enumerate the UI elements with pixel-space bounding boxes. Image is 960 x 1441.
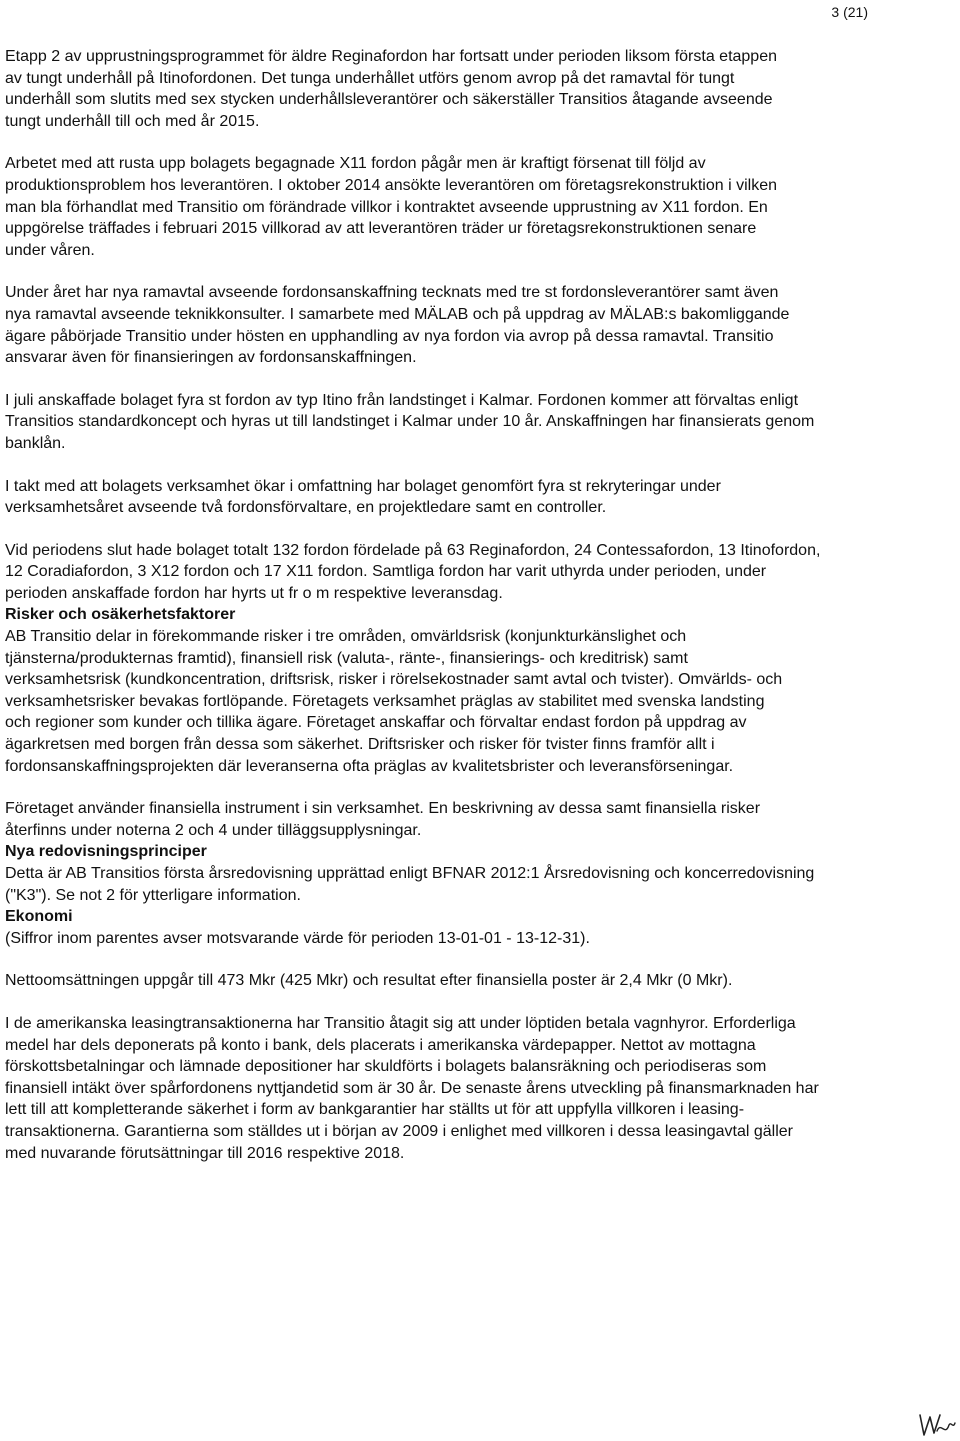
text-line: produktionsproblem hos leverantören. I oktober 2014 ansökte leverantören om företagsrekonstruktion i vilken <box>5 176 777 194</box>
text-line: lett till att kompletterande säkerhet i form av bankgarantier har ställts ut för att uppfylla villkoren i leasing- <box>5 1101 745 1119</box>
text-line: tungt underhåll till och med år 2015. <box>5 112 260 130</box>
text-line: ägarkretsen med borgen från dessa som säkerhet. Driftsrisker och risker för tvister finns framför allt i <box>5 736 715 754</box>
paragraph-finansiella-instrument <box>5 798 955 841</box>
text-line: perioden anskaffade fordon har hyrts ut fr o m respektive leveransdag. <box>5 584 503 602</box>
paragraph-nettoomsattning <box>5 970 955 992</box>
heading-ekonomi: Ekonomi <box>5 908 73 926</box>
text-line: Under året har nya ramavtal avseende fordonsanskaffning tecknats med tre st fordonsleverantörer samt även <box>5 284 779 302</box>
text-line: och regioner som kunder och tillika ägare. Företaget anskaffar och förvaltar endast fordon på uppdrag av <box>5 714 747 732</box>
text-line: Transitios standardkoncept och hyras ut till landstinget i Kalmar under 10 år. Anskaffningen har finansierats genom <box>5 413 815 431</box>
text-line: Etapp 2 av upprustningsprogrammet för äldre Reginafordon har fortsatt under perioden liksom första etappen <box>5 48 777 65</box>
text-line: transaktionerna. Garantierna som ställdes ut i början av 2009 i enlighet med villkoren i dessa leasingavtal gäller <box>5 1122 793 1140</box>
text-line: (Siffror inom parentes avser motsvarande värde för perioden 13-01-01 - 13-12-31). <box>5 929 590 947</box>
text-line: återfinns under noterna 2 och 4 under tilläggsupplysningar. <box>5 821 422 839</box>
paragraph-etapp <box>5 46 955 132</box>
text-line: uppgörelse träffades i februari 2015 villkorad av att leverantören träder ur företagsrekonstruktionen senare <box>5 220 757 238</box>
paragraph-itino-kalmar <box>5 390 955 455</box>
text-line: verksamhetsåret avseende två fordonsförvaltare, en projektledare samt en controller. <box>5 499 607 517</box>
paragraph-x11 <box>5 153 955 261</box>
paragraph-leasing <box>5 1013 955 1164</box>
text-line: banklån. <box>5 434 66 452</box>
text-line: av tungt underhåll på Itinofordonen. Det tunga underhållet utförs genom avrop på det ramavtal för tungt <box>5 69 735 87</box>
signature-initials-icon <box>917 1411 957 1439</box>
text-line: med nuvarande förutsättningar till 2016 respektive 2018. <box>5 1144 405 1162</box>
text-line: underhåll som slutits med sex stycken underhållsleverantörer och säkerställer Transitios åtagande avseende <box>5 91 773 109</box>
text-line: medel har dels deponerats på konto i bank, dels placerats i amerikanska värdepapper. Nettot av mottagna <box>5 1036 756 1054</box>
text-line: nya ramavtal avseende teknikkonsulter. I samarbete med MÄLAB och på uppdrag av MÄLAB:s bakomliggande <box>5 305 790 323</box>
text-line: I juli anskaffade bolaget fyra st fordon av typ Itino från landstinget i Kalmar. Fordonen kommer att förvaltas enligt <box>5 391 799 409</box>
text-line: tjänsterna/produkternas framtid), finansiell risk (valuta-, ränte-, finansierings- och kreditrisk) samt <box>5 649 688 667</box>
text-line: Detta är AB Transitios första årsredovisning upprättad enligt BFNAR 2012:1 Årsredovisning och koncerredovisning <box>5 865 815 882</box>
text-line: ansvarar även för finansieringen av fordonsanskaffningen. <box>5 349 417 367</box>
text-line: finansiell intäkt över spårfordonens nyttjandetid som är 30 år. De senaste årens utveckling på finansmarknaden har <box>5 1079 819 1097</box>
text-line: verksamhetsrisker bevakas fortlöpande. Företagets verksamhet präglas av stabilitet med svenska landsting <box>5 692 765 710</box>
text-line: under våren. <box>5 241 95 259</box>
text-line: förskottsbetalningar och lämnade depositioner har skuldförts i bolagets balansräkning och periodiseras som <box>5 1058 767 1076</box>
page-number: 3 (21) <box>831 4 868 20</box>
text-line: Vid periodens slut hade bolaget totalt 132 fordon fördelade på 63 Reginafordon, 24 Contessafordon, 13 Itinofordon, <box>5 541 821 559</box>
text-line: AB Transitio delar in förekommande risker i tre områden, omvärldsrisk (konjunkturkänslighet och <box>5 628 687 646</box>
text-line: Företaget använder finansiella instrument i sin verksamhet. En beskrivning av dessa samt finansiella risker <box>5 800 761 818</box>
text-line: ("K3"). Se not 2 för ytterligare information. <box>5 886 301 904</box>
text-line: ägare påbörjade Transitio under hösten en upphandling av nya fordon via avrop på dessa ramavtal. Transitio <box>5 327 774 345</box>
paragraph-siffror <box>5 928 955 950</box>
text-line: I takt med att bolagets verksamhet ökar i omfattning har bolaget genomfört fyra st rekryteringar under <box>5 477 721 495</box>
paragraph-fordonsflotta <box>5 540 955 605</box>
text-line: fordonsanskaffningsprojekten där leveranserna ofta präglas av kvalitetsbrister och leveransförseningar. <box>5 757 734 775</box>
heading-redovisningsprinciper: Nya redovisningsprinciper <box>5 843 207 861</box>
text-line: I de amerikanska leasingtransaktionerna har Transitio åtagit sig att under löptiden betala vagnhyror. Erforderliga <box>5 1014 796 1032</box>
paragraph-risker <box>5 626 955 777</box>
heading-risker: Risker och osäkerhetsfaktorer <box>5 606 236 624</box>
text-line: Nettoomsättningen uppgår till 473 Mkr (425 Mkr) och resultat efter finansiella poster är 2,4 Mkr (0 Mkr). <box>5 972 733 990</box>
paragraph-rekryteringar <box>5 476 955 519</box>
paragraph-k3 <box>5 863 955 906</box>
text-line: verksamhetsrisk (kundkoncentration, driftsrisk, risker i rörelsekostnader samt avtal och tvister). Omvärlds- och <box>5 671 783 689</box>
text-line: 12 Coradiafordon, 3 X12 fordon och 17 X11 fordon. Samtliga fordon har varit uthyrda under perioden, under <box>5 563 767 581</box>
text-line: man bla förhandlat med Transitio om förändrade villkor i kontraktet avseende upprustning av X11 fordon. En <box>5 198 768 216</box>
text-line: Arbetet med att rusta upp bolagets begagnade X11 fordon pågår men är kraftigt försenat till följd av <box>5 155 706 173</box>
document-body <box>5 46 955 1164</box>
paragraph-ramavtal <box>5 282 955 368</box>
